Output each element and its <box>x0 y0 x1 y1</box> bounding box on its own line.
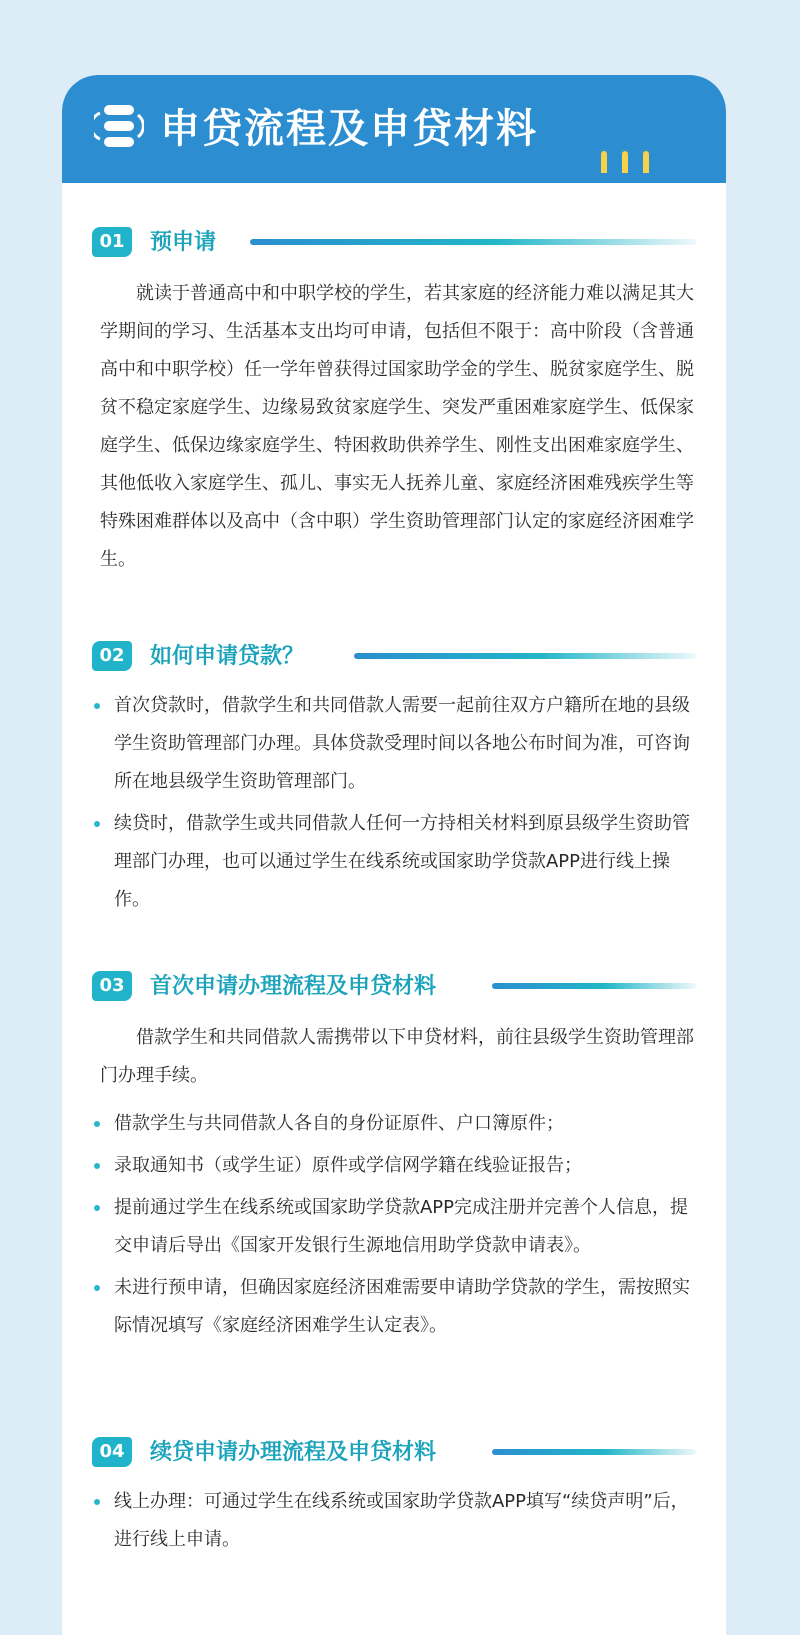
pin-icon <box>620 149 630 183</box>
list-item-text: 首次贷款时，借款学生和共同借款人需要一起前往双方户籍所在地的县级学生资助管理部门办理。具体贷款受理时间以各地公布时间为准，可咨询所在地县级学生资助管理部门。 <box>114 695 690 792</box>
section-divider <box>492 1449 696 1455</box>
section-paragraph: 就读于普通高中和中职学校的学生，若其家庭的经济能力难以满足其大学期间的学习、生活基本支出均可申请，包括但不限于：高中阶段（含普通高中和中职学校）任一学年曾获得过国家助学金的学生、脱贫家庭学生、脱贫不稳定家庭学生、边缘易致贫家庭学生、突发严重困难家庭学生、低保家庭学生、低保边缘家庭学生、特困救助供养学生、刚性支出困难家庭学生、其他低收入家庭学生、孤儿、事实无人抚养儿童、家庭经济困难残疾学生等特殊困难群体以及高中（含中职）学生资助管理部门认定的家庭经济困难学生。 <box>100 283 694 570</box>
section-first-application <box>62 967 726 1349</box>
page-title: 申贷流程及申贷材料 <box>160 106 538 152</box>
list-item-text: 线上办理：可通过学生在线系统或国家助学贷款APP填写“续贷声明”后，进行线上申请。 <box>114 1491 689 1550</box>
section-divider <box>250 239 696 245</box>
stacked-bars-icon <box>94 103 144 149</box>
section-number: 01 <box>92 227 132 257</box>
section-number: 02 <box>92 641 132 671</box>
pin-icon <box>599 149 609 183</box>
list-item-text: 未进行预申请，但确因家庭经济困难需要申请助学贷款的学生，需按照实际情况填写《家庭经济困难学生认定表》。 <box>114 1277 690 1336</box>
content-card <box>62 75 726 1635</box>
list-item-text: 续贷时，借款学生或共同借款人任何一方持相关材料到原县级学生资助管理部门办理，也可以通过学生在线系统或国家助学贷款APP进行线上操作。 <box>114 813 690 910</box>
section-pre-application <box>62 223 726 579</box>
bullet-dot-icon <box>94 1499 100 1505</box>
bullet-dot-icon <box>94 703 100 709</box>
section-header <box>62 223 726 263</box>
bullet-dot-icon <box>94 1285 100 1291</box>
list-item-text: 提前通过学生在线系统或国家助学贷款APP完成注册并完善个人信息，提交申请后导出《国家开发银行生源地信用助学贷款申请表》。 <box>114 1197 689 1256</box>
list-item <box>92 687 696 801</box>
list-item-text: 录取通知书（或学生证）原件或学信网学籍在线验证报告； <box>114 1155 582 1176</box>
bullet-dot-icon <box>94 821 100 827</box>
list-item <box>92 1483 696 1559</box>
bullet-dot-icon <box>94 1205 100 1211</box>
bullet-list <box>92 1483 696 1559</box>
list-item <box>92 1269 696 1345</box>
section-title: 如何申请贷款？ <box>150 644 305 669</box>
section-header <box>62 637 726 677</box>
bullet-list <box>92 1105 696 1345</box>
section-divider <box>354 653 696 659</box>
section-title: 预申请 <box>150 230 217 255</box>
pin-icon <box>641 149 651 183</box>
section-paragraph: 借款学生和共同借款人需携带以下申贷材料，前往县级学生资助管理部门办理手续。 <box>100 1027 694 1086</box>
bullet-dot-icon <box>94 1163 100 1169</box>
binder-pins <box>599 149 662 187</box>
list-item <box>92 1147 696 1185</box>
section-header <box>62 1433 726 1473</box>
list-item <box>92 805 696 919</box>
section-divider <box>492 983 696 989</box>
section-title: 首次申请办理流程及申贷材料 <box>150 974 437 999</box>
section-renewal <box>62 1433 726 1563</box>
bullet-dot-icon <box>94 1121 100 1127</box>
section-number: 04 <box>92 1437 132 1467</box>
list-item <box>92 1189 696 1265</box>
list-item <box>92 1105 696 1143</box>
bullet-list <box>92 687 696 919</box>
section-header <box>62 967 726 1007</box>
list-item-text: 借款学生与共同借款人各自的身份证原件、户口簿原件； <box>114 1113 564 1134</box>
section-number: 03 <box>92 971 132 1001</box>
section-how-to-apply <box>62 637 726 923</box>
section-title: 续贷申请办理流程及申贷材料 <box>150 1440 437 1465</box>
